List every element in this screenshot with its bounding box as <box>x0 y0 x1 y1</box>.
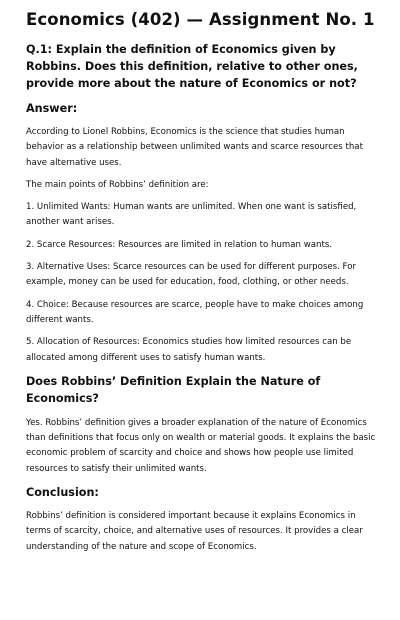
point-item: 2. Scarce Resources: Resources are limited in relation to human wants. <box>26 239 333 250</box>
point-item: 5. Allocation of Resources: Economics studies how limited resources can be allocated among different uses to satisfy human wants. <box>26 337 352 363</box>
question-text: Q.1: Explain the definition of Economics given by Robbins. Does this definition, relative to other ones, provide more about the nature of Economics or not? <box>26 43 358 90</box>
point-item: 1. Unlimited Wants: Human wants are unlimited. When one want is satisfied, another want arises. <box>26 202 357 228</box>
conclusion-paragraph: Robbins’ definition is considered important because it explains Economics in terms of scarcity, choice, and alternative uses of resources. It provides a clear understanding of the nature and scope of Economics. <box>26 511 363 552</box>
point-item: 3. Alternative Uses: Scarce resources can be used for different purposes. For example, money can be used for education, food, clothing, or other needs. <box>26 262 356 288</box>
conclusion-heading: Conclusion: <box>26 486 99 500</box>
nature-heading: Does Robbins’ Definition Explain the Nature of Economics? <box>26 374 321 405</box>
point-item: 4. Choice: Because resources are scarce, people have to make choices among different wants. <box>26 299 364 325</box>
points-intro: The main points of Robbins’ definition are: <box>26 179 209 190</box>
nature-paragraph: Yes. Robbins’ definition gives a broader explanation of the nature of Economics than definitions that focus only on wealth or material goods. It explains the basic economic problem of scarcity and choice and shows how people use limited resources to satisfy their unlimited wants. <box>26 417 376 474</box>
points-list <box>26 200 378 366</box>
document-title: Economics (402) — Assignment No. 1 <box>26 10 375 29</box>
intro-paragraph: According to Lionel Robbins, Economics is the science that studies human behavior as a relationship between unlimited wants and scarce resources that have alternative uses. <box>26 127 363 168</box>
answer-heading: Answer: <box>26 102 78 115</box>
